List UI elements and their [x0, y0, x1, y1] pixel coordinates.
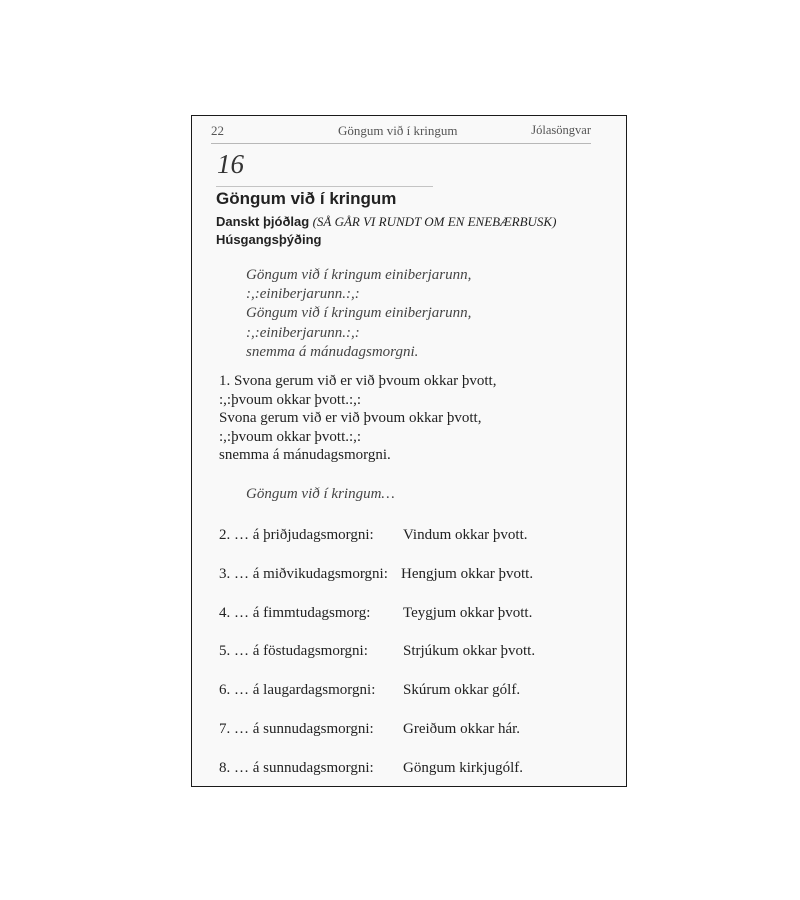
song-number: 16 [217, 149, 244, 179]
verse-line: snemma á mánudagsmorgni. [219, 447, 391, 463]
running-title: Göngum við í kringum [338, 123, 458, 138]
chorus-line: Göngum við í kringum einiberjarunn, [246, 267, 472, 283]
chorus-reference: Göngum við í kringum… [246, 486, 395, 502]
chorus-line: Göngum við í kringum einiberjarunn, [246, 305, 472, 322]
page-number: 22 [211, 123, 224, 138]
book-page [191, 115, 627, 787]
verse-action: Strjúkum okkar þvott. [403, 643, 536, 659]
translator-label: Húsgangsþýðing [216, 232, 322, 247]
verse-day: 2. … á þriðjudagsmorgni: [219, 527, 374, 543]
origin-label: Danskt þjóðlag [216, 214, 310, 229]
verse-day: 3. … á miðvikudagsmorgni: [219, 566, 388, 582]
verse-action: Vindum okkar þvott. [403, 527, 528, 543]
verse-2 [219, 527, 599, 549]
verse-8 [219, 760, 599, 782]
song-origin [216, 214, 556, 230]
verse-action: Hengjum okkar þvott. [401, 566, 534, 582]
verse-action: Skúrum okkar gólf. [403, 682, 521, 698]
chorus-line: :,:einiberjarunn.:,: [246, 286, 360, 303]
page-header [211, 123, 591, 143]
verse-action: Greiðum okkar hár. [403, 721, 521, 737]
section-title: Jólasöngvar [531, 123, 591, 137]
verse-4 [219, 605, 599, 627]
chorus-line: :,:einiberjarunn.:,: [246, 324, 360, 341]
origin-title: (SÅ GÅR VI RUNDT OM EN ENEBÆRBUSK) [312, 214, 557, 229]
verse-line: :,:þvoum okkar þvott.:,: [219, 391, 362, 408]
chorus-line: snemma á mánudagsmorgni. [246, 343, 419, 360]
verse-5 [219, 643, 599, 665]
verse-line: Svona gerum við er við þvoum okkar þvott, [219, 410, 482, 426]
verse-6 [219, 682, 599, 704]
verse-action: Teygjum okkar þvott. [403, 605, 533, 621]
verse-day: 6. … á laugardagsmorgni: [219, 682, 376, 698]
title-divider [216, 186, 433, 187]
verse-1 [219, 372, 496, 465]
verse-day: 8. … á sunnudagsmorgni: [219, 760, 374, 776]
song-title: Göngum við í kringum [216, 189, 397, 208]
chorus [246, 266, 471, 362]
verse-line: 1. Svona gerum við er við þvoum okkar þvott, [219, 373, 497, 389]
verse-3 [219, 566, 599, 588]
verse-action: Göngum kirkjugólf. [403, 760, 523, 776]
verse-7 [219, 721, 599, 743]
song-translator [216, 232, 321, 248]
verse-line: :,:þvoum okkar þvott.:,: [219, 428, 362, 445]
verse-day: 4. … á fimmtudagsmorg: [219, 605, 371, 621]
verse-day: 7. … á sunnudagsmorgni: [219, 721, 374, 737]
verse-day: 5. … á föstudagsmorgni: [219, 643, 368, 659]
header-divider [211, 143, 591, 144]
